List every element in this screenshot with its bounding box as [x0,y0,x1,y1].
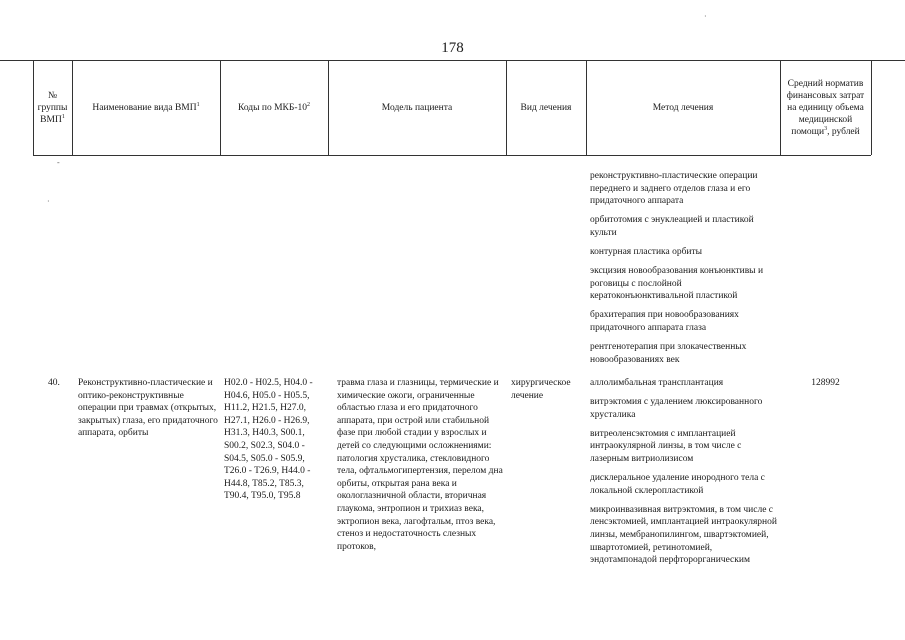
page-number: 178 [441,40,464,56]
header-icd-codes [220,61,328,155]
header-treatment-text: Вид лечения [520,103,572,113]
icd-codes-cell: H02.0 - H02.5, H04.0 - H04.6, H05.0 - H05.5, H11.2, H21.5, H27.0, H27.1, H26.0 - H26.9, H31.3, H40.3, S00.1, S00.2, S02.3, S04.0 - S04.5, S05.0 - S05.9, T26.0 - T26.9, H44.0 - H44.8, T85.2, T85.3, T90.4, T95.0, T95.8 [224,378,313,502]
column-divider [506,61,507,155]
header-treatment-type [506,61,586,155]
column-divider [328,61,329,155]
column-divider [780,61,781,155]
header-vmp-name [72,61,220,155]
row-number: 40. [48,378,60,388]
header-group-text: № группы ВМП [37,91,68,125]
column-divider [33,61,34,155]
continuation-method-list [590,170,778,373]
method-item: рентгенотерапия при злокачественных новообразованиях век [590,342,747,365]
method-item: аллолимбальная трансплантация [590,378,724,388]
footnote-marker: 1 [61,114,65,120]
footnote-marker: 1 [196,102,200,108]
column-divider [871,61,872,155]
column-divider [220,61,221,155]
method-item: микроинвазивная витрэктомия, в том числе с ленсэктомией, имплантацией интраокулярной линзы, мембранопилингом, швартэктомией, швартотомией, ретинотомией, эндотампонадой перфторорганическим [590,504,777,566]
header-codes-text: Коды по МКБ-10 [237,103,308,113]
header-cost-unit: , рублей [827,127,860,137]
treatment-method-list [590,377,778,573]
method-item: витрэктомия с удалением люксированного хрусталика [590,397,763,420]
header-bottom-border [33,155,871,156]
header-cost-text: Средний норматив финансовых затрат на единицу объема медицинской помощи [786,79,865,137]
method-item: контурная пластика орбиты [590,246,703,257]
method-item: дисклеральное удаление инородного тела с локальной склеропластикой [590,473,765,496]
header-name-text: Наименование вида ВМП [92,103,197,113]
scan-artifact: · [47,197,50,206]
header-group-number [33,61,72,155]
average-cost-cell: 128992 [811,378,840,388]
footnote-marker: 3 [824,126,828,132]
header-patient-model [328,61,506,155]
patient-model-cell: травма глаза и глазницы, термические и химические ожоги, ограниченные областью глаза и его придаточного аппарата, при острой или стабильной фазе при любой стадии у взрослых и детей со следующими осложнениями: патология хрусталика, стекловидного тела, офтальмогипертензия, перелом дна орбиты, открытая рана века и окологлазничной области, вторичная глаукома, энтропион и трихиаз века, эктропион века, лагофтальм, птоз века, стеноз и недостаточность слезных протоков, [337,378,503,552]
treatment-type-cell: хирургическое лечение [511,378,571,401]
scan-artifact: · [704,12,707,21]
header-model-text: Модель пациента [381,103,453,113]
column-divider [72,61,73,155]
method-item: орбитотомия с энуклеацией и пластикой культи [590,215,754,238]
method-item: витреоленсэктомия с имплантацией интраокулярной линзы, в том числе с лазерным витриолизисом [590,428,742,464]
scan-artifact: - [57,158,60,167]
footnote-marker: 2 [307,102,311,108]
column-divider [586,61,587,155]
method-item: реконструктивно-пластические операции переднего и заднего отделов глаза и его придаточного аппарата [590,171,758,207]
header-average-cost [780,61,871,155]
method-item: брахитерапия при новообразованиях придаточного аппарата глаза [590,310,739,333]
vmp-name-cell: Реконструктивно-пластические и оптико-реконструктивные операции при травмах (открытых, закрытых) глаза, его придаточного аппарата, орбиты [78,378,218,439]
header-method-text: Метод лечения [652,103,714,113]
header-treatment-method [586,61,780,155]
method-item: эксцизия новообразования конъюнктивы и роговицы с послойной кератоконъюнктивальной пластикой [590,266,764,302]
